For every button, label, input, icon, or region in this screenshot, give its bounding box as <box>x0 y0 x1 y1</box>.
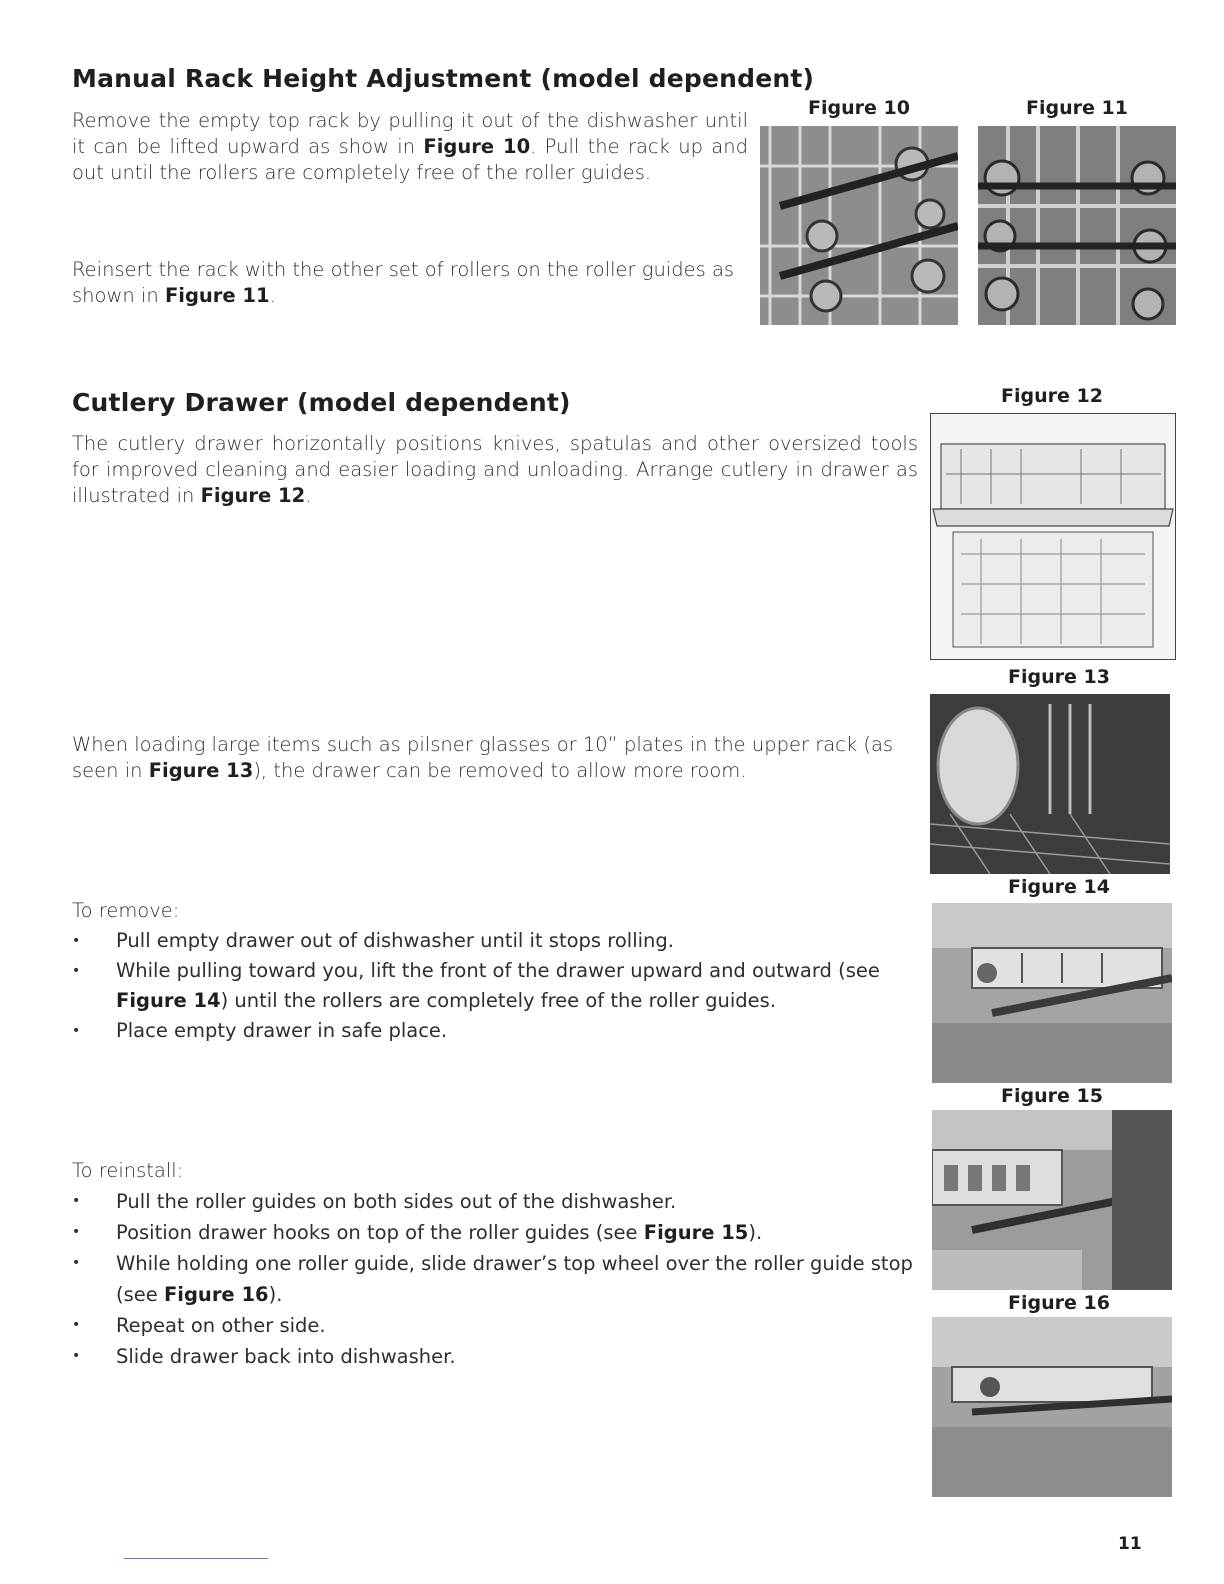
list-item-text: Repeat on other side. <box>116 1314 326 1337</box>
reinstall-instructions <box>72 1158 932 1372</box>
list-item <box>72 1341 932 1372</box>
list-item-text: ). <box>268 1283 283 1306</box>
list-item <box>72 956 932 1016</box>
upper-rack-plates-photo <box>930 694 1170 874</box>
drawer-wheel-photo <box>932 1317 1172 1497</box>
list-item <box>72 1186 932 1217</box>
paragraph-text: Reinsert the rack with the other set of rollers on the roller guides as shown in <box>72 258 735 307</box>
paragraph-text: . <box>269 284 276 307</box>
section-heading-cutlery-drawer: Cutlery Drawer (model dependent) <box>72 388 571 417</box>
list-item-text: Slide drawer back into dishwasher. <box>116 1345 456 1368</box>
list-item-text: While holding one roller guide, slide drawer’s top wheel over the roller guide stop (see <box>116 1252 913 1306</box>
drawer-hooks-photo <box>932 1110 1172 1290</box>
paragraph-text: . <box>305 484 312 507</box>
reinstall-intro: To reinstall: <box>72 1159 184 1182</box>
figure-reference: Figure 13 <box>148 759 254 782</box>
figure-reference: Figure 16 <box>163 1283 269 1306</box>
list-item <box>72 926 932 956</box>
paragraph-text: Remove the empty top rack by pulling it out of the dishwasher until it can be lifted upward as show in <box>72 109 748 158</box>
figure-reference: Figure 10 <box>423 135 531 158</box>
rack-removal-paragraph <box>72 108 748 186</box>
figure-16-caption: Figure 16 <box>1008 1292 1110 1314</box>
figure-12-caption: Figure 12 <box>1001 385 1103 407</box>
paragraph-text: . Pull the rack up and out until the rollers are completely free of the roller guides. <box>72 135 748 184</box>
section-heading-rack-height: Manual Rack Height Adjustment (model dependent) <box>72 64 815 93</box>
figure-13-photo <box>930 694 1170 874</box>
paragraph-text: ), the drawer can be removed to allow more room. <box>253 759 747 782</box>
figure-reference: Figure 14 <box>116 989 221 1012</box>
figure-14-caption: Figure 14 <box>1008 876 1110 898</box>
figure-10-photo <box>760 126 958 325</box>
list-item-text: Pull empty drawer out of dishwasher until it stops rolling. <box>116 929 674 952</box>
remove-instructions <box>72 898 932 1046</box>
list-item-text: ) until the rollers are completely free of the roller guides. <box>220 989 777 1012</box>
figure-16-photo <box>932 1317 1172 1497</box>
list-item-text: Pull the roller guides on both sides out of the dishwasher. <box>116 1190 677 1213</box>
rack-rollers-photo <box>978 126 1176 325</box>
figure-11-photo <box>978 126 1176 325</box>
list-item-text: Place empty drawer in safe place. <box>116 1019 448 1042</box>
remove-steps-list <box>72 926 932 1046</box>
figure-15-photo <box>932 1110 1172 1290</box>
figure-13-caption: Figure 13 <box>1008 666 1110 688</box>
list-item-text: While pulling toward you, lift the front of the drawer upward and outward (see <box>116 959 880 982</box>
figure-reference: Figure 11 <box>164 284 270 307</box>
footer-rule <box>124 1558 268 1559</box>
list-item <box>72 1310 932 1341</box>
list-item <box>72 1248 932 1310</box>
drawer-removal-photo <box>932 903 1172 1083</box>
figure-14-photo <box>932 903 1172 1083</box>
rack-reinsert-paragraph <box>72 257 762 309</box>
figure-reference: Figure 12 <box>200 484 306 507</box>
list-item <box>72 1217 932 1248</box>
rack-rollers-photo <box>760 126 958 325</box>
paragraph-text: The cutlery drawer horizontally positions knives, spatulas and other oversized tools for improved cleaning and easier loading and unloading. Arrange cutlery in drawer as illustrated in <box>72 432 918 507</box>
list-item-text: Position drawer hooks on top of the roller guides (see <box>116 1221 644 1244</box>
cutlery-drawer-paragraph <box>72 431 918 509</box>
figure-10-caption: Figure 10 <box>808 97 910 119</box>
paragraph-text: When loading large items such as pilsner glasses or 10” plates in the upper rack (as seen in <box>72 733 894 782</box>
figure-11-caption: Figure 11 <box>1026 97 1128 119</box>
cutlery-drawer-illustration <box>931 414 1175 659</box>
list-item <box>72 1016 932 1046</box>
reinstall-steps-list <box>72 1186 932 1372</box>
list-item-text: ). <box>748 1221 763 1244</box>
remove-intro: To remove: <box>72 899 180 922</box>
figure-15-caption: Figure 15 <box>1001 1085 1103 1107</box>
figure-reference: Figure 15 <box>643 1221 749 1244</box>
page-number: 11 <box>1118 1534 1142 1554</box>
large-items-paragraph <box>72 732 932 784</box>
figure-12-illustration <box>930 413 1176 660</box>
